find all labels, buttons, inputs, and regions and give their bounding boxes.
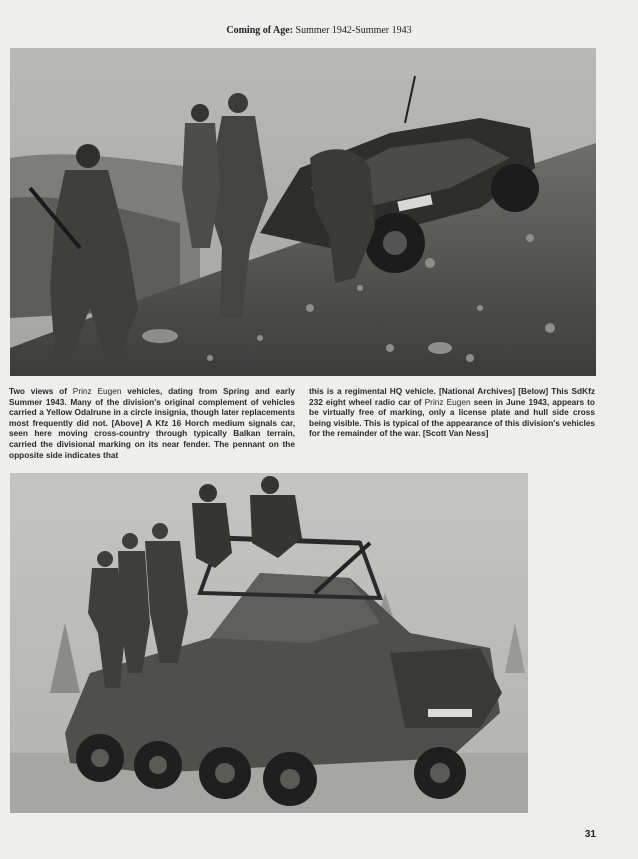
caption-text: Two views of <box>9 386 73 396</box>
caption-text: vehicles, dating from Spring and early Summer 1943. Many of the division's original complement of vehicles carried a Yellow Odalrune in a circle insignia, though later replacements most frequently did not. [Above] A Kfz 16 Horch medium signals car, seen here moving cross-country through typically Balkan terrain, carried the divisional marking on its near fender. The pennant on the opposite side indicates that <box>9 386 295 460</box>
photo-horch-signals-car <box>10 48 596 376</box>
caption-column-right <box>309 386 595 460</box>
caption-division-name: Prinz Eugen <box>424 396 471 407</box>
photo-sdkfz-232-radio-car <box>10 473 528 813</box>
running-header <box>0 25 638 36</box>
caption-text: this is a regimental HQ vehicle. [National Archives] [Below] This SdKfz 232 eight wheel radio car of <box>309 386 595 407</box>
photo-caption <box>9 386 595 460</box>
header-period: Summer 1942-Summer 1943 <box>295 25 412 36</box>
header-section: Coming of Age: <box>226 25 294 36</box>
caption-text: seen in June 1943, appears to be virtually free of marking, only a license plate and hull side cross being visible. This is typical of the appearance of this division's vehicles for the remainder of the war. [Scott Van Ness] <box>309 396 595 439</box>
caption-division-name: Prinz Eugen <box>72 386 122 396</box>
page-number: 31 <box>584 829 596 840</box>
caption-column-left <box>9 386 295 460</box>
